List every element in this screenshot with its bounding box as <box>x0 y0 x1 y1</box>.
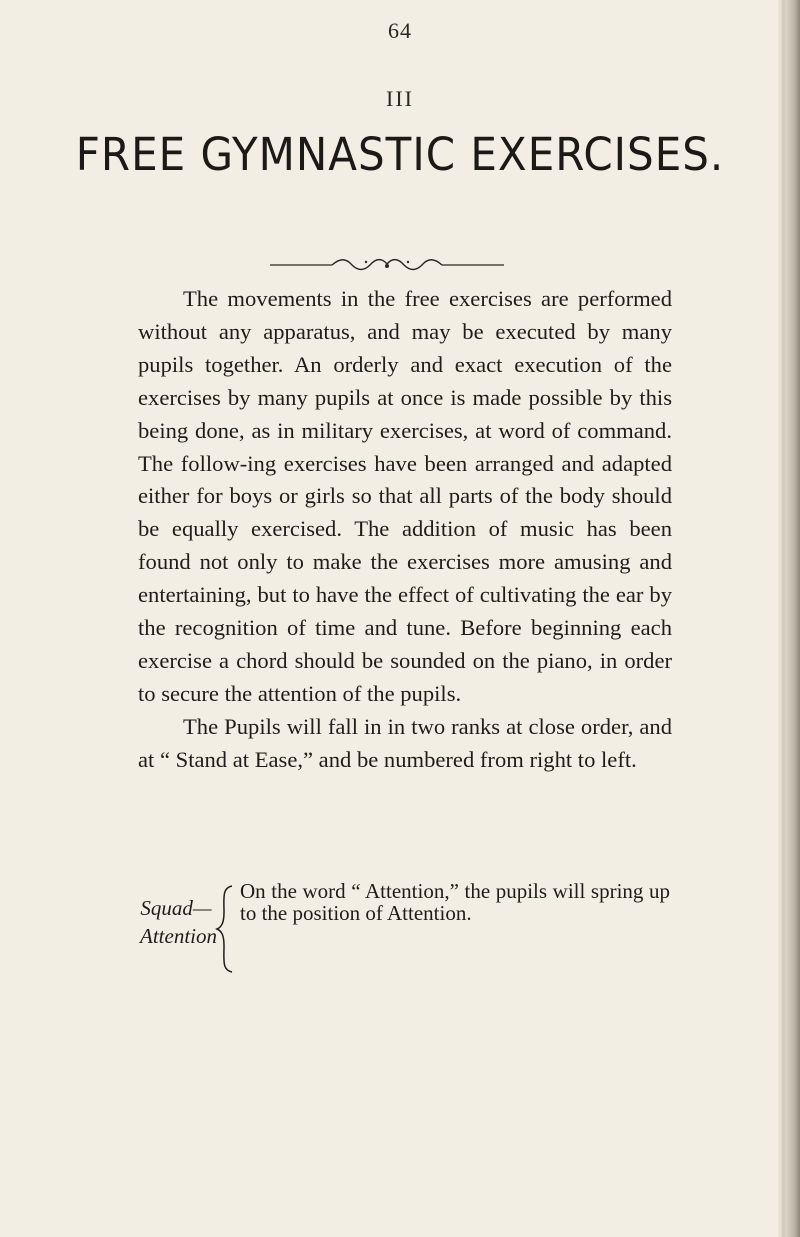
command-label <box>140 894 217 950</box>
command-label-line: Squad— <box>140 896 212 920</box>
body-text <box>138 283 672 777</box>
command-label-line: Attention <box>140 924 217 948</box>
command-block <box>138 880 672 990</box>
command-text: On the word “ Attention,” the pupils will spring up to the position of Attention. <box>240 879 670 925</box>
ornament-divider <box>270 256 504 272</box>
page-edge-shadow <box>778 0 800 1237</box>
page-number: 64 <box>388 18 412 43</box>
paragraph: The movements in the free exercises are performed without any apparatus, and may be executed by many pupils together. An orderly and exact execution of the exercises by many pupils at once is made possible by this being done, as in military exercises, at word of command. The follow-ing exercises have been arranged and adapted either for boys or girls so that all parts of the body should be equally exercised. The addition of music has been found not only to make the exercises more amusing and entertaining, but to have the effect of cultivating the ear by the recognition of time and tune. Before beginning each exercise a chord should be sounded on the piano, in order to secure the attention of the pupils. <box>138 286 672 706</box>
chapter-title: FREE GYMNASTIC EXERCISES. <box>75 128 725 181</box>
brace-icon <box>214 884 236 974</box>
chapter-number: III <box>386 86 414 111</box>
paragraph: The Pupils will fall in in two ranks at close order, and at “ Stand at Ease,” and be numbered from right to left. <box>138 713 672 772</box>
